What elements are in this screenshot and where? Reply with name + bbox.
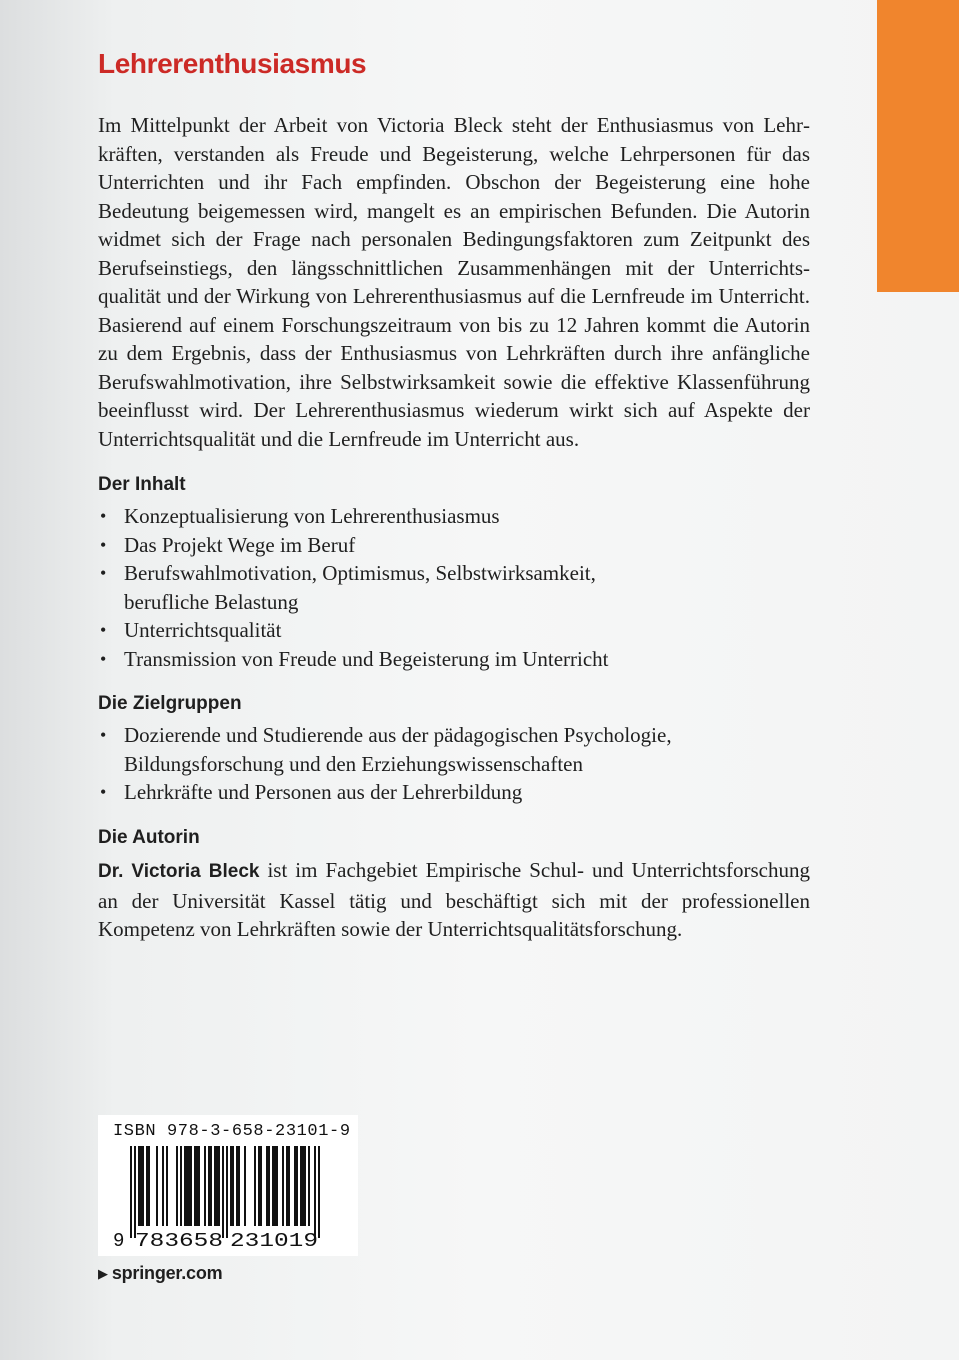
book-title: Lehrerenthusiasmus xyxy=(98,48,367,79)
barcode-bar xyxy=(146,1146,150,1226)
barcode-bar xyxy=(308,1146,310,1226)
publisher-website-link[interactable]: ▶ springer.com xyxy=(98,1263,223,1283)
book-abstract: Im Mittelpunkt der Arbeit von Victoria Bleck steht der Enthusiasmus von Lehrkräften, verstanden als Freude und Begeisterung, welche Lehrpersonen für das Unterrichten und ihr Fach empfinden. Obschon der Begeisterung eine hohe Bedeutung beigemessen wird, mangelt es an empirischen Befunden. Die Autorin widmet sich der Frage nach personalen Bedingungsfaktoren zum Zeitpunkt des Berufseinstiegs, den längsschnittlichen Zusammenhängen mit der Unterrichtsqualität und der Wirkung von Lehrerenthusiasmus auf die Lernfreude im Unterricht. Basierend auf einem Forschungszeitraum von bis zu 12 Jahren kommt die Autorin zu dem Ergebnis, dass der Enthusiasmus von Lehrkräften durch ihre anfängliche Berufswahlmotivation, ihre Selbstwirksamkeit sowie die effektive Klassenführung beeinflusst wird. Der Lehrerenthusiasmus wiederum wirkt sich auf Aspekte der Unterrichtsqualität und die Lernfreude im Unterricht aus. xyxy=(98,113,810,451)
barcode-bar xyxy=(204,1146,206,1226)
bullet-icon: • xyxy=(100,648,107,669)
bullet-icon: • xyxy=(100,506,107,526)
isbn-barcode xyxy=(98,1115,358,1256)
barcode-bar xyxy=(244,1146,246,1226)
isbn-label: ISBN 978-3-658-23101-9 xyxy=(113,1122,351,1141)
list-item: • Konzeptualisierung von Lehrerenthusiasmus xyxy=(98,502,810,531)
barcode-guard-bar xyxy=(222,1146,224,1238)
right-triangle-icon: ▶ xyxy=(98,1266,108,1281)
barcode-guard-bar xyxy=(130,1146,132,1238)
barcode-bar xyxy=(300,1146,306,1226)
barcode-guard-bar xyxy=(314,1146,316,1238)
barcode-bar xyxy=(286,1146,290,1226)
content-heading: Der Inhalt xyxy=(98,474,186,495)
list-item: • Transmission von Freude und Begeisterung im Unterricht xyxy=(98,645,810,674)
barcode-bar xyxy=(156,1146,158,1226)
list-item: • Unterrichtsqualität xyxy=(98,616,810,645)
barcode-bar xyxy=(254,1146,256,1226)
barcode-left-digits: 783658 xyxy=(135,1230,223,1252)
barcode-guard-bar xyxy=(134,1146,136,1238)
list-item: • Berufswahlmotivation, Optimismus, Selbstwirksamkeit, berufliche Belastung xyxy=(100,561,596,614)
bullet-icon: • xyxy=(100,725,107,745)
bullet-icon: • xyxy=(100,534,107,555)
barcode-first-digit: 9 xyxy=(113,1230,125,1252)
audience-heading: Die Zielgruppen xyxy=(98,693,242,714)
barcode-bar xyxy=(180,1146,182,1226)
list-item: • Lehrkräfte und Personen aus der Lehrerbildung xyxy=(98,778,738,807)
barcode-bar xyxy=(214,1146,220,1226)
barcode-right-digits: 231019 xyxy=(230,1230,318,1252)
author-name: Dr. Victoria Bleck xyxy=(98,861,260,882)
barcode-bar xyxy=(230,1146,234,1226)
orange-accent-bar xyxy=(877,0,959,292)
bullet-icon: • xyxy=(100,620,107,640)
barcode-bar xyxy=(162,1146,164,1226)
barcode-bar xyxy=(266,1146,270,1226)
barcode-bar xyxy=(282,1146,284,1226)
barcode-bar xyxy=(176,1146,178,1226)
barcode-bar xyxy=(194,1146,200,1226)
barcode-bar xyxy=(208,1146,212,1226)
barcode-bar xyxy=(272,1146,278,1226)
barcode-bar xyxy=(236,1146,240,1226)
author-heading: Die Autorin xyxy=(98,827,200,848)
list-item: • Dozierende und Studierende aus der pädagogischen Psychologie, Bildungsforschung und den Erziehungswissenschaften xyxy=(100,723,672,776)
bullet-icon: • xyxy=(100,782,107,802)
audience-list xyxy=(98,721,738,807)
barcode-guard-bar xyxy=(226,1146,228,1238)
barcode-bar xyxy=(294,1146,298,1226)
barcode-guard-bar xyxy=(318,1146,320,1238)
barcode-bar xyxy=(166,1146,168,1226)
barcode-bar xyxy=(138,1146,144,1226)
list-item: • Das Projekt Wege im Beruf xyxy=(98,531,810,560)
author-bio: Dr. Victoria Bleck ist im Fachgebiet Empirische Schul- und Unterrichtsforschung an der Universität Kassel tätig und beschäftigt sich mit der professionellen Kompetenz von Lehrkräften sowie der Unterrichtsqualitätsforschung. xyxy=(98,858,810,941)
barcode-bar xyxy=(184,1146,192,1226)
bullet-icon: • xyxy=(100,563,107,583)
content-list xyxy=(98,502,810,673)
barcode-bar xyxy=(258,1146,262,1226)
barcode-graphic xyxy=(98,1115,358,1256)
